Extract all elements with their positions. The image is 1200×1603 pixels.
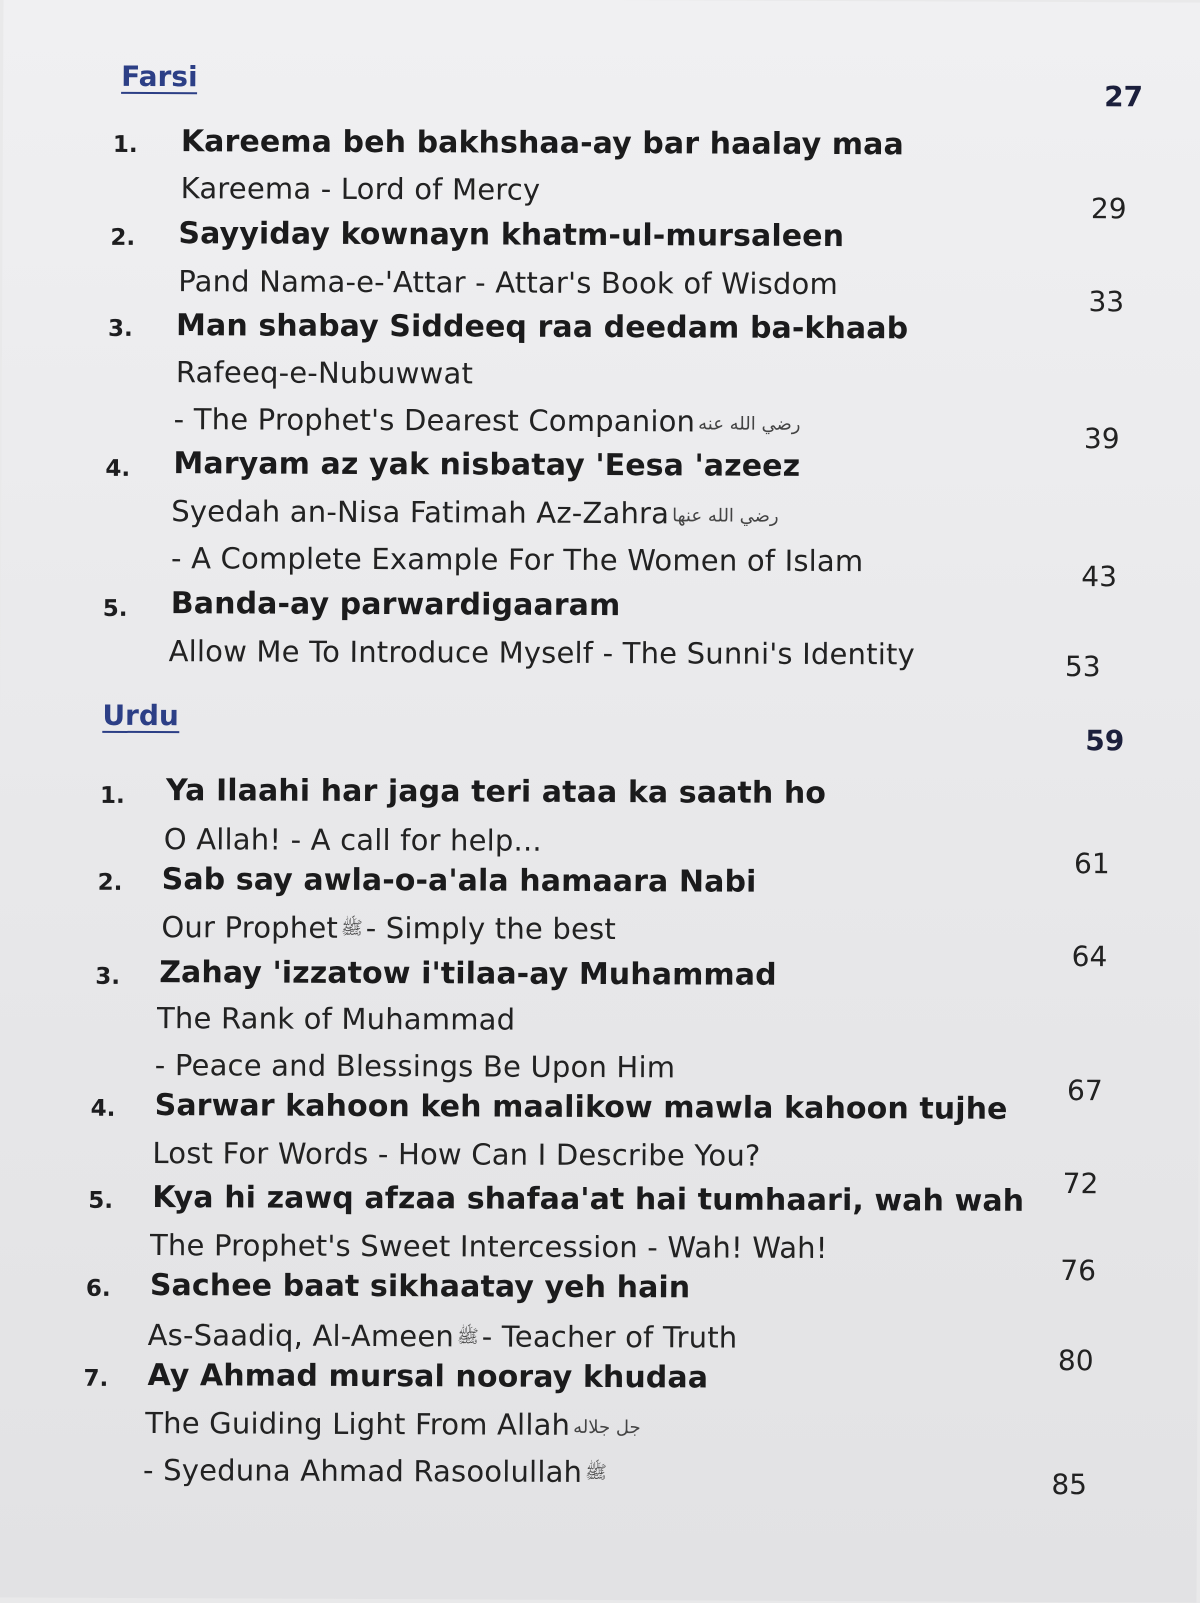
item-number: 6. xyxy=(85,1275,111,1302)
item-number: 5. xyxy=(88,1187,114,1214)
item-number: 4. xyxy=(105,455,131,482)
page-number: 76 xyxy=(1060,1254,1097,1288)
section-heading-urdu: Urdu xyxy=(102,698,179,733)
item-number: 7. xyxy=(83,1365,109,1392)
page-number: 80 xyxy=(1057,1344,1094,1378)
item-subtitle: Allow Me To Introduce Myself - The Sunni's Identity xyxy=(168,634,916,672)
item-number: 1. xyxy=(99,782,125,809)
item-title: Sayyiday kownayn khatm-ul-mursaleen xyxy=(178,216,845,255)
item-subtitle xyxy=(171,494,782,531)
salallahu-alayhi-wasallam-icon: ﷺ xyxy=(340,917,363,939)
salallahu-alayhi-wasallam-icon: ﷺ xyxy=(585,1461,607,1484)
page-number: 61 xyxy=(1074,847,1110,881)
item-subtitle xyxy=(148,1318,738,1355)
section-heading-farsi: Farsi xyxy=(121,59,198,94)
item-title: Banda-ay parwardigaaram xyxy=(170,586,621,624)
item-subtitle: Pand Nama-e-'Attar - Attar's Book of Wisdom xyxy=(178,264,839,302)
page-number: 43 xyxy=(1081,560,1118,594)
page-number: 67 xyxy=(1067,1074,1103,1108)
salallahu-alayhi-wasallam-icon: ﷺ xyxy=(456,1326,479,1348)
item-subtitle: Lost For Words - How Can I Describe You? xyxy=(152,1136,761,1173)
subtitle-text: Our Prophet xyxy=(161,910,339,945)
item-subtitle: Rafeeq-e-Nubuwwat xyxy=(175,355,474,391)
item-number: 2. xyxy=(97,869,123,896)
item-title: Sarwar kahoon keh maalikow mawla kahoon tujhe xyxy=(154,1088,1008,1127)
item-title: Maryam az yak nisbatay 'Eesa 'azeez xyxy=(173,446,801,484)
item-number: 2. xyxy=(110,224,136,251)
item-subtitle: The Rank of Muhammad xyxy=(156,1001,516,1037)
subtitle-text: As-Saadiq, Al-Ameen xyxy=(147,1318,455,1354)
item-subtitle-line2: - Peace and Blessings Be Upon Him xyxy=(154,1048,676,1085)
subtitle-text-cont: - Teacher of Truth xyxy=(481,1319,738,1355)
radiyallahu-anhu-icon: رضي الله عنه xyxy=(698,412,801,435)
item-title: Kya hi zawq afzaa shafaa'at hai tumhaari, wah wah xyxy=(152,1180,1025,1219)
item-number: 3. xyxy=(107,315,133,342)
item-title: Zahay 'izzatow i'tilaa-ay Muhammad xyxy=(159,955,777,993)
item-subtitle-line2 xyxy=(174,402,804,439)
item-subtitle-line2: - A Complete Example For The Women of Islam xyxy=(170,541,864,579)
jalla-jalaluhu-icon: جل جلاله xyxy=(573,1416,641,1438)
item-subtitle xyxy=(161,910,616,946)
subtitle-text: - The Prophet's Dearest Companion xyxy=(173,402,696,439)
item-title: Kareema beh bakhshaa-ay bar haalay maa xyxy=(180,124,904,163)
page-number: 64 xyxy=(1071,940,1108,974)
item-subtitle xyxy=(145,1406,644,1442)
subtitle-text: - Syeduna Ahmad Rasoolullah xyxy=(142,1453,583,1489)
item-number: 5. xyxy=(102,595,128,622)
item-title: Man shabay Siddeeq raa deedam ba-khaab xyxy=(175,308,909,347)
subtitle-text: Syedah an-Nisa Fatimah Az-Zahra xyxy=(171,494,670,531)
page-number: 39 xyxy=(1083,422,1120,456)
item-title: Sab say awla-o-a'ala hamaara Nabi xyxy=(161,862,757,900)
page-number: 72 xyxy=(1062,1167,1099,1201)
item-subtitle: Kareema - Lord of Mercy xyxy=(180,171,541,207)
page-number: 29 xyxy=(1090,192,1127,226)
radiyallahu-anha-icon: رضي الله عنها xyxy=(672,504,779,527)
item-number: 1. xyxy=(112,131,138,158)
page-number: 27 xyxy=(1104,80,1144,114)
item-subtitle-line2 xyxy=(143,1453,610,1489)
page-number: 85 xyxy=(1051,1467,1088,1502)
subtitle-text: The Guiding Light From Allah xyxy=(145,1406,571,1442)
subtitle-text-cont: - Simply the best xyxy=(365,910,617,947)
page-number: 53 xyxy=(1064,650,1101,684)
item-title: Ya Ilaahi har jaga teri ataa ka saath ho xyxy=(165,773,827,811)
item-subtitle: O Allah! - A call for help... xyxy=(163,822,542,858)
item-number: 3. xyxy=(95,963,121,990)
item-number: 4. xyxy=(90,1095,116,1122)
page-number: 59 xyxy=(1085,724,1125,758)
item-subtitle: The Prophet's Sweet Intercession - Wah! Wah! xyxy=(149,1228,828,1265)
item-title: Sachee baat sikhaatay yeh hain xyxy=(149,1268,691,1306)
item-title: Ay Ahmad mursal nooray khudaa xyxy=(147,1358,709,1396)
page-number: 33 xyxy=(1088,285,1125,319)
